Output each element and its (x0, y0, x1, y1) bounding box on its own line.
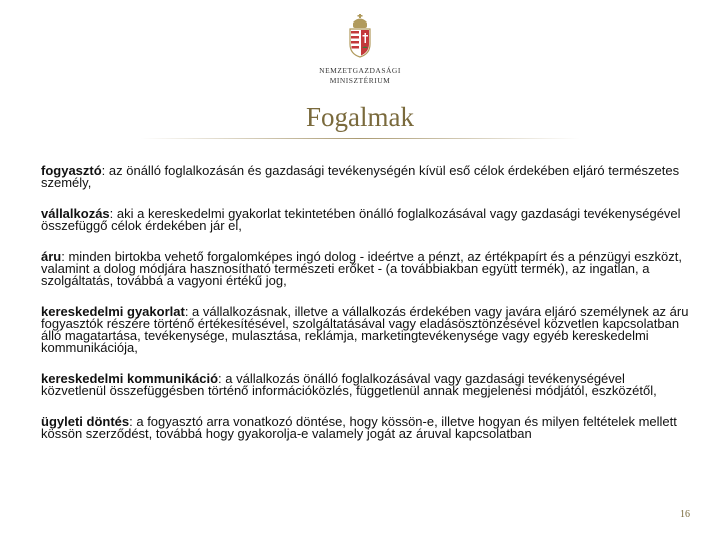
definition-text: : aki a kereskedelmi gyakorlat tekintetében önálló foglalkozásával vagy gazdasági tevékenységével összefüggő célok érdekében jár el, (41, 206, 681, 233)
title-divider (140, 138, 580, 139)
definition-text: : a vállalkozásnak, illetve a vállalkozás érdekében vagy javára eljáró személynek az áru fogyasztók részére történő értékesítésével, szolgáltatásával vagy eladásösztönzésével közvetlen kapcsolatban álló magatartása, tevékenysége, mulasztása, reklámja, marketingtevékenysége vagy egyéb kereskedelmi kommunikációja, (41, 304, 689, 355)
logo-text-line1: NEMZETGAZDASÁGI (319, 66, 401, 75)
definitions-list (41, 165, 691, 459)
definition-item (41, 208, 691, 232)
definition-term: ügyleti döntés (41, 414, 130, 429)
ministry-logo (0, 14, 720, 86)
coat-of-arms-icon (345, 14, 375, 58)
definition-term: kereskedelmi gyakorlat (41, 304, 185, 319)
definition-term: kereskedelmi kommunikáció (41, 371, 219, 386)
definition-text: : minden birtokba vehető forgalomképes ingó dolog - ideértve a pénzt, az értékpapírt és a pénzügyi eszközt, valamint a dolog módjára hasznosítható természeti erőket - (a továbbiakban együtt termék), az ingatlan, a szolgáltatás, továbbá a vagyoni értékű jog, (41, 249, 682, 288)
definition-item (41, 416, 691, 440)
definition-term: áru (41, 249, 62, 264)
definition-text: : a vállalkozás önálló foglalkozásával vagy gazdasági tevékenységével közvetlenül összefüggésben történő információközlés, függetlenül annak megjelenési módjától, eszközétől, (41, 371, 657, 398)
definition-item (41, 306, 691, 354)
definition-text: : az önálló foglalkozásán és gazdasági tevékenységén kívül eső célok érdekében eljáró természetes személy, (41, 163, 680, 190)
definition-text: : a fogyasztó arra vonatkozó döntése, hogy kössön-e, illetve hogyan és milyen feltételek mellett kössön szerződést, továbbá hogy gyakorolja-e valamely jogát az áruval kapcsolatban (41, 414, 677, 441)
logo-text-line2: MINISZTÉRIUM (329, 76, 391, 85)
definition-term: fogyasztó (41, 163, 102, 178)
page-title: Fogalmak (306, 102, 414, 132)
definition-item (41, 165, 691, 189)
definition-item (41, 251, 691, 287)
page-number: 16 (680, 509, 690, 520)
definition-item (41, 373, 691, 397)
definition-term: vállalkozás (41, 206, 110, 221)
